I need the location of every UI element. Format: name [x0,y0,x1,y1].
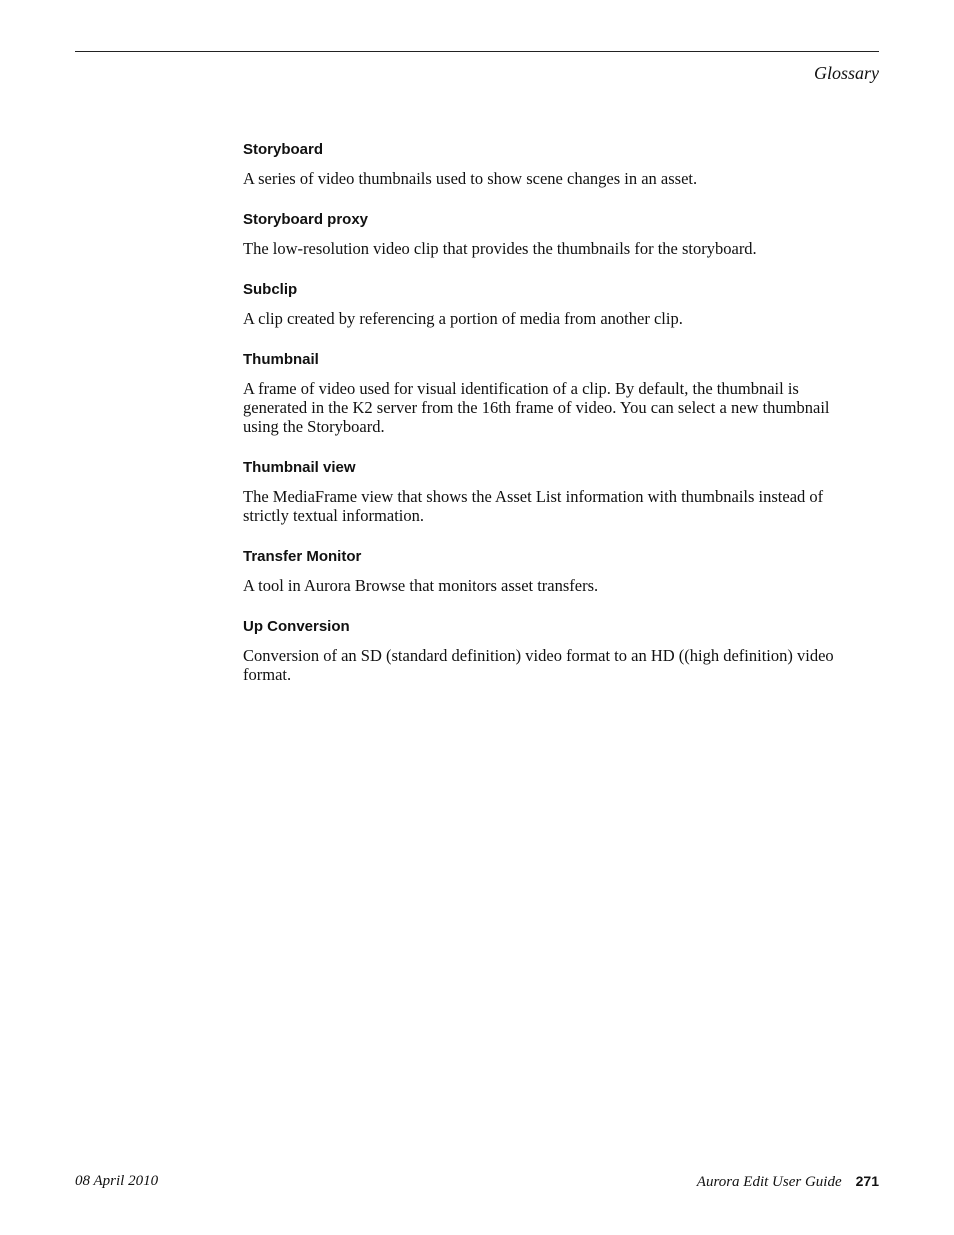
glossary-term: Subclip [243,281,298,298]
page-number: 271 [855,1173,879,1189]
glossary-definition: Conversion of an SD (standard definition) video format to an HD ((high definition) video format. [243,646,834,684]
footer-right [697,1171,879,1192]
glossary-term: Up Conversion [243,618,350,635]
glossary-definition: The low-resolution video clip that provides the thumbnails for the storyboard. [243,239,757,258]
glossary-entry-up-conversion [243,617,843,684]
footer-guide-title: Aurora Edit User Guide [696,1174,842,1190]
glossary-definition: A clip created by referencing a portion of media from another clip. [243,309,683,328]
glossary-entry-subclip [243,280,843,328]
footer-date: 08 April 2010 [75,1173,159,1189]
header-rule [75,51,879,52]
glossary-entry-storyboard [243,140,843,188]
glossary-definition: A tool in Aurora Browse that monitors asset transfers. [243,576,599,595]
section-title: Glossary [813,63,879,83]
glossary-definition: A frame of video used for visual identification of a clip. By default, the thumbnail is generated in the K2 server from the 16th frame of video. You can select a new thumbnail using the Storyboard. [243,379,830,436]
glossary-entry-thumbnail [243,350,843,436]
glossary-term: Storyboard proxy [243,211,369,228]
glossary-definition: The MediaFrame view that shows the Asset List information with thumbnails instead of strictly textual information. [243,487,824,525]
glossary-term: Thumbnail view [243,459,356,476]
glossary-definition: A series of video thumbnails used to show scene changes in an asset. [243,169,698,188]
glossary-entry-transfer-monitor [243,547,843,595]
glossary-content [243,140,843,706]
glossary-term: Storyboard [243,141,324,158]
glossary-term: Thumbnail [243,351,319,368]
glossary-entry-thumbnail-view [243,458,843,525]
glossary-entry-storyboard-proxy [243,210,843,258]
glossary-term: Transfer Monitor [243,548,362,565]
